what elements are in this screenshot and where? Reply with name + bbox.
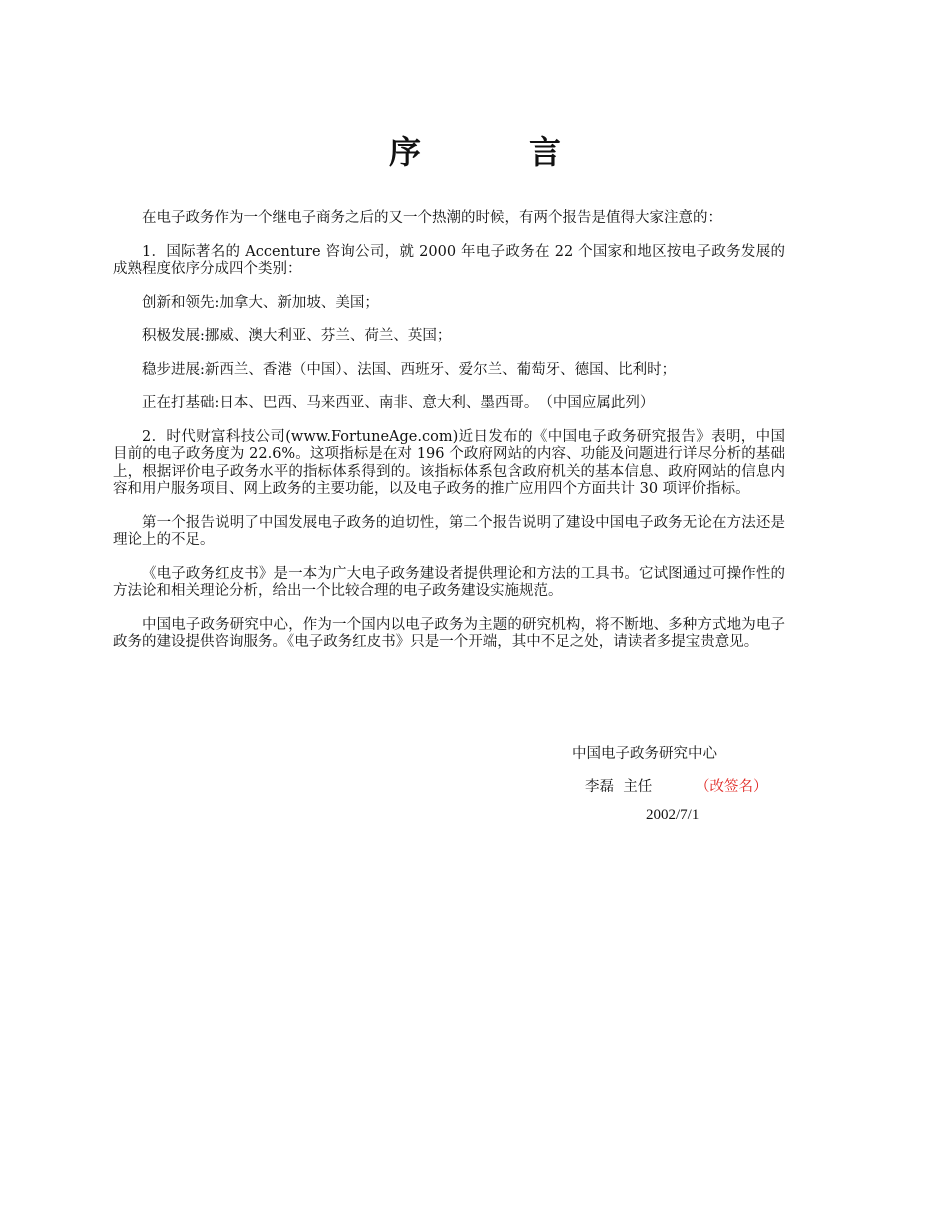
book-paragraph: 《电子政务红皮书》是一本为广大电子政务建设者提供理论和方法的工具书。它试图通过可操作性的方法论和相关理论分析，给出一个比较合理的电子政务建设实施规范。	[113, 565, 785, 599]
category-active: 积极发展:挪威、澳大利亚、芬兰、荷兰、英国；	[142, 328, 452, 344]
report-one-paragraph: 1．国际著名的 Accenture 咨询公司，就 2000 年电子政务在 22 个国家和地区按电子政务发展的成熟程度依序分成四个类别：	[113, 243, 785, 277]
category-steady: 稳步进展:新西兰、香港（中国）、法国、西班牙、爱尔兰、葡萄牙、德国、比利时；	[142, 361, 677, 378]
signature-date: 2002/7/1	[646, 807, 700, 823]
signature-organization: 中国电子政务研究中心	[572, 746, 717, 762]
category-leading: 创新和领先:加拿大、新加坡、美国；	[142, 294, 379, 311]
report-two-paragraph: 2．时代财富科技公司(www.FortuneAge.com)近日发布的《中国电子政务研究报告》表明，中国目前的电子政务度为 22.6%。这项指标是在对 196 个政府网站的内容、功能及问题进行详尽分析的基础上，根据评价电子政务水平的指标体系得到的。该指标体系包含政府机关的基本信息、政府网站的信息内容和用户服务项目、网上政务的主要功能，以及电子政务的推广应用四个方面共计 30 项评价指标。	[113, 428, 785, 497]
preface-body	[113, 210, 785, 668]
closing-paragraph: 中国电子政务研究中心，作为一个国内以电子政务为主题的研究机构，将不断地、多种方式地为电子政务的建设提供咨询服务。《电子政务红皮书》只是一个开端，其中不足之处，请读者多提宝贵意见。	[113, 616, 785, 650]
category-foundation: 正在打基础:日本、巴西、马来西亚、南非、意大利、墨西哥。 （中国应属此列）	[142, 395, 655, 411]
signature-name: 李磊 主任	[585, 779, 653, 795]
intro-paragraph: 在电子政务作为一个继电子商务之后的又一个热潮的时候，有两个报告是值得大家注意的：	[142, 210, 722, 226]
summary-paragraph: 第一个报告说明了中国发展电子政务的迫切性，第二个报告说明了建设中国电子政务无论在方法还是理论上的不足。	[113, 514, 785, 548]
signature-note: （改签名）	[695, 779, 768, 795]
page-title: 序 言	[388, 133, 599, 171]
